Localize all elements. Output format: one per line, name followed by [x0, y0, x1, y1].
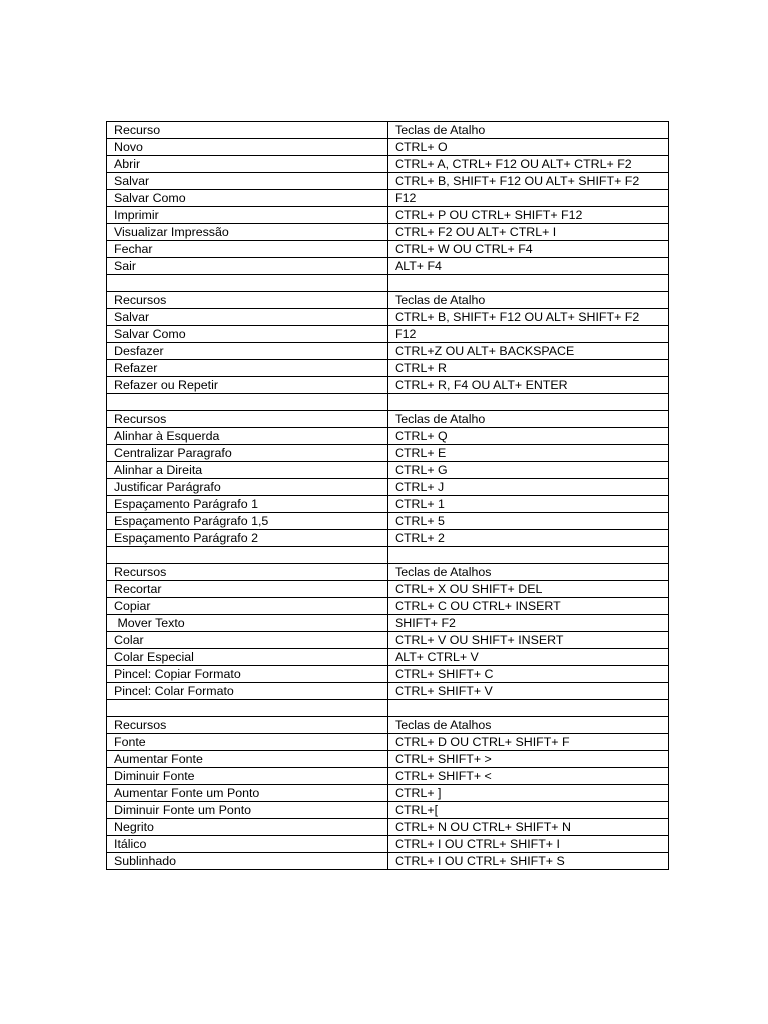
shortcuts-table-body: [107, 122, 669, 870]
resource-cell: Refazer: [107, 360, 388, 377]
shortcuts-table: [106, 121, 669, 870]
resource-cell: Abrir: [107, 156, 388, 173]
shortcut-cell: CTRL+ 2: [388, 530, 669, 547]
table-row: [107, 666, 669, 683]
shortcut-cell: CTRL+ E: [388, 445, 669, 462]
resource-cell: Desfazer: [107, 343, 388, 360]
table-row: [107, 700, 669, 717]
resource-cell: Salvar Como: [107, 190, 388, 207]
table-row: [107, 275, 669, 292]
table-row: [107, 496, 669, 513]
shortcut-cell: CTRL+ SHIFT+ <: [388, 768, 669, 785]
shortcut-cell: CTRL+ I OU CTRL+ SHIFT+ I: [388, 836, 669, 853]
header-cell-resource: Recursos: [107, 564, 388, 581]
table-row: [107, 343, 669, 360]
resource-cell: Novo: [107, 139, 388, 156]
table-row: [107, 479, 669, 496]
resource-cell: Imprimir: [107, 207, 388, 224]
shortcut-cell: F12: [388, 326, 669, 343]
table-row: [107, 717, 669, 734]
table-row: [107, 632, 669, 649]
table-row: [107, 207, 669, 224]
shortcut-cell: CTRL+ A, CTRL+ F12 OU ALT+ CTRL+ F2: [388, 156, 669, 173]
table-row: [107, 581, 669, 598]
resource-cell: Espaçamento Parágrafo 1,5: [107, 513, 388, 530]
resource-cell: Negrito: [107, 819, 388, 836]
shortcut-cell: CTRL+ I OU CTRL+ SHIFT+ S: [388, 853, 669, 870]
table-row: [107, 683, 669, 700]
resource-cell: Pincel: Copiar Formato: [107, 666, 388, 683]
resource-cell: Salvar: [107, 173, 388, 190]
resource-cell: Colar: [107, 632, 388, 649]
table-row: [107, 394, 669, 411]
resource-cell: Recortar: [107, 581, 388, 598]
shortcut-cell: CTRL+ P OU CTRL+ SHIFT+ F12: [388, 207, 669, 224]
spacer-cell: [388, 700, 669, 717]
table-row: [107, 241, 669, 258]
shortcut-cell: CTRL+ R, F4 OU ALT+ ENTER: [388, 377, 669, 394]
resource-cell: Mover Texto: [107, 615, 388, 632]
header-cell-shortcut: Teclas de Atalho: [388, 292, 669, 309]
shortcut-cell: CTRL+ X OU SHIFT+ DEL: [388, 581, 669, 598]
resource-cell: Sair: [107, 258, 388, 275]
resource-cell: Aumentar Fonte: [107, 751, 388, 768]
table-row: [107, 513, 669, 530]
resource-cell: Sublinhado: [107, 853, 388, 870]
table-row: [107, 564, 669, 581]
resource-cell: Colar Especial: [107, 649, 388, 666]
resource-cell: Espaçamento Parágrafo 1: [107, 496, 388, 513]
table-row: [107, 751, 669, 768]
resource-cell: Copiar: [107, 598, 388, 615]
header-cell-shortcut: Teclas de Atalhos: [388, 564, 669, 581]
table-row: [107, 785, 669, 802]
shortcut-cell: CTRL+ SHIFT+ >: [388, 751, 669, 768]
shortcut-cell: CTRL+ W OU CTRL+ F4: [388, 241, 669, 258]
resource-cell: Salvar: [107, 309, 388, 326]
table-row: [107, 445, 669, 462]
spacer-cell: [388, 547, 669, 564]
shortcut-cell: CTRL+ SHIFT+ V: [388, 683, 669, 700]
shortcut-cell: CTRL+ G: [388, 462, 669, 479]
resource-cell: Visualizar Impressão: [107, 224, 388, 241]
table-row: [107, 411, 669, 428]
spacer-cell: [107, 547, 388, 564]
shortcut-cell: ALT+ F4: [388, 258, 669, 275]
resource-cell: Justificar Parágrafo: [107, 479, 388, 496]
table-row: [107, 615, 669, 632]
resource-cell: Centralizar Paragrafo: [107, 445, 388, 462]
table-row: [107, 156, 669, 173]
table-row: [107, 224, 669, 241]
table-row: [107, 326, 669, 343]
shortcut-cell: CTRL+ O: [388, 139, 669, 156]
shortcut-cell: CTRL+ B, SHIFT+ F12 OU ALT+ SHIFT+ F2: [388, 173, 669, 190]
resource-cell: Refazer ou Repetir: [107, 377, 388, 394]
resource-cell: Fechar: [107, 241, 388, 258]
header-cell-resource: Recurso: [107, 122, 388, 139]
shortcut-cell: SHIFT+ F2: [388, 615, 669, 632]
spacer-cell: [107, 275, 388, 292]
table-row: [107, 768, 669, 785]
shortcut-cell: CTRL+ D OU CTRL+ SHIFT+ F: [388, 734, 669, 751]
shortcut-cell: CTRL+[: [388, 802, 669, 819]
shortcut-cell: CTRL+ SHIFT+ C: [388, 666, 669, 683]
spacer-cell: [107, 700, 388, 717]
table-row: [107, 377, 669, 394]
resource-cell: Pincel: Colar Formato: [107, 683, 388, 700]
spacer-cell: [107, 394, 388, 411]
resource-cell: Alinhar a Direita: [107, 462, 388, 479]
table-row: [107, 258, 669, 275]
shortcut-cell: CTRL+Z OU ALT+ BACKSPACE: [388, 343, 669, 360]
table-row: [107, 530, 669, 547]
table-row: [107, 598, 669, 615]
shortcut-cell: CTRL+ B, SHIFT+ F12 OU ALT+ SHIFT+ F2: [388, 309, 669, 326]
resource-cell: Itálico: [107, 836, 388, 853]
header-cell-resource: Recursos: [107, 717, 388, 734]
shortcut-cell: CTRL+ 1: [388, 496, 669, 513]
resource-cell: Fonte: [107, 734, 388, 751]
table-row: [107, 428, 669, 445]
shortcut-cell: CTRL+ C OU CTRL+ INSERT: [388, 598, 669, 615]
table-row: [107, 547, 669, 564]
table-row: [107, 853, 669, 870]
header-cell-resource: Recursos: [107, 411, 388, 428]
shortcut-cell: CTRL+ R: [388, 360, 669, 377]
shortcut-cell: CTRL+ ]: [388, 785, 669, 802]
table-row: [107, 734, 669, 751]
resource-cell: Espaçamento Parágrafo 2: [107, 530, 388, 547]
shortcut-cell: CTRL+ J: [388, 479, 669, 496]
spacer-cell: [388, 394, 669, 411]
table-row: [107, 360, 669, 377]
resource-cell: Salvar Como: [107, 326, 388, 343]
header-cell-shortcut: Teclas de Atalhos: [388, 717, 669, 734]
shortcut-cell: F12: [388, 190, 669, 207]
table-row: [107, 173, 669, 190]
table-row: [107, 462, 669, 479]
table-row: [107, 309, 669, 326]
shortcut-cell: CTRL+ N OU CTRL+ SHIFT+ N: [388, 819, 669, 836]
header-cell-resource: Recursos: [107, 292, 388, 309]
resource-cell: Aumentar Fonte um Ponto: [107, 785, 388, 802]
table-row: [107, 139, 669, 156]
table-row: [107, 802, 669, 819]
table-row: [107, 836, 669, 853]
header-cell-shortcut: Teclas de Atalho: [388, 411, 669, 428]
table-row: [107, 292, 669, 309]
shortcut-cell: CTRL+ V OU SHIFT+ INSERT: [388, 632, 669, 649]
resource-cell: Alinhar à Esquerda: [107, 428, 388, 445]
shortcut-cell: CTRL+ 5: [388, 513, 669, 530]
header-cell-shortcut: Teclas de Atalho: [388, 122, 669, 139]
resource-cell: Diminuir Fonte: [107, 768, 388, 785]
shortcut-cell: CTRL+ F2 OU ALT+ CTRL+ I: [388, 224, 669, 241]
spacer-cell: [388, 275, 669, 292]
table-row: [107, 122, 669, 139]
table-row: [107, 190, 669, 207]
resource-cell: Diminuir Fonte um Ponto: [107, 802, 388, 819]
shortcut-cell: ALT+ CTRL+ V: [388, 649, 669, 666]
shortcut-cell: CTRL+ Q: [388, 428, 669, 445]
table-row: [107, 649, 669, 666]
table-row: [107, 819, 669, 836]
